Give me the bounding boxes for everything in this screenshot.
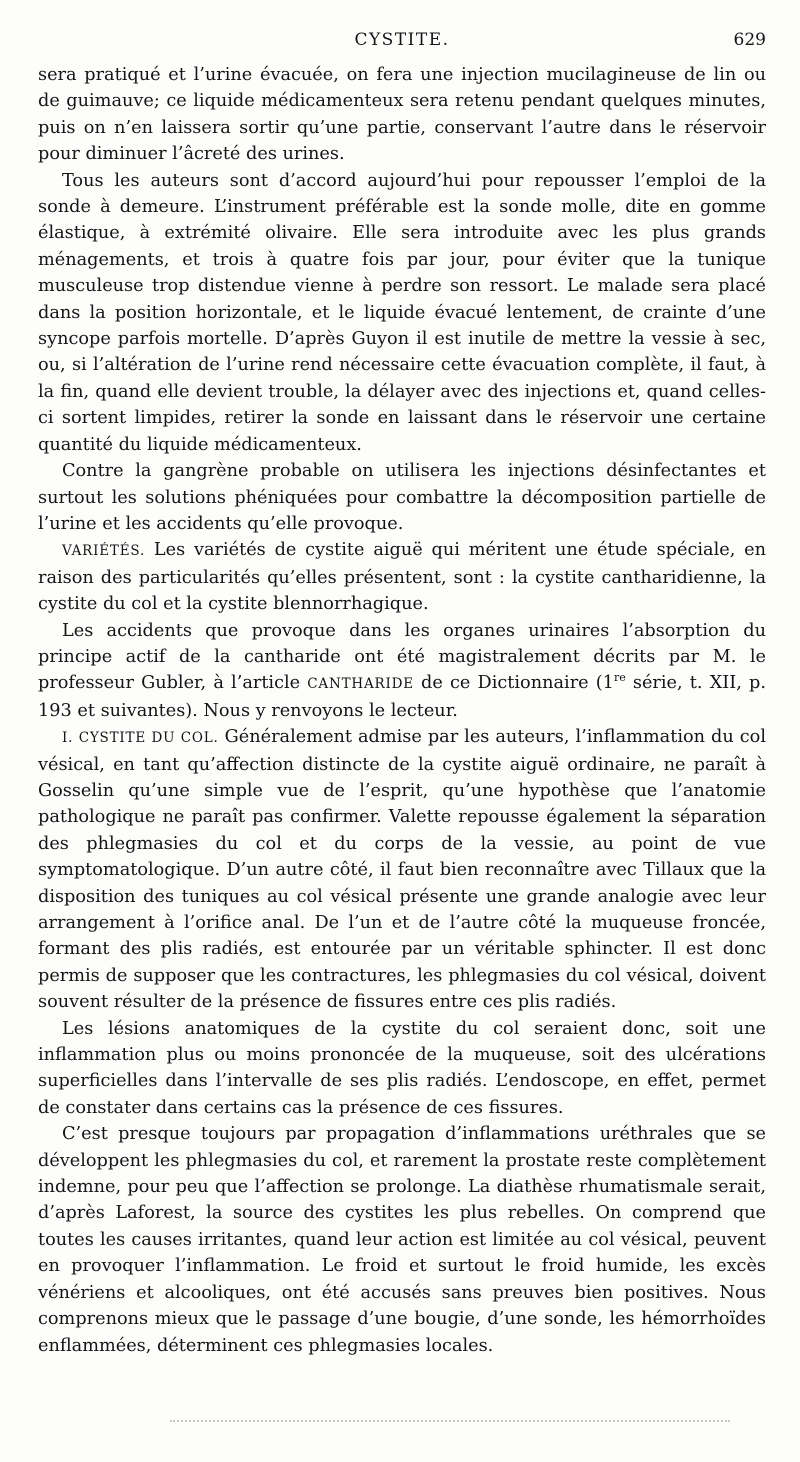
paragraph-cantharide [38,618,766,725]
section-lead: VARIÉTÉS. [62,543,146,560]
paragraph-text: Les accidents que provoque dans les organes urinaires l’absorption du principe actif de la cantharide ont été magistralement décrits par M. le professeur Gubler, à l’article [38,620,766,694]
paragraph-text: Les variétés de cystite aiguë qui méritent une étude spéciale, en raison des particularités qu’elles présentent, sont : la cystite cantharidienne, la cystite du col et la cystite blennorrhagique. [38,540,766,615]
paragraph-text: C’est presque toujours par propagation d’inflammations uréthrales que se développent les phlegmasies du col, et rarement la prostate reste complètement indemne, pour peu que l’affection se prolonge. La diathèse rhumatismale serait, d’après Laforest, la source des cystites les plus rebelles. On comprend que toutes les causes irritantes, quand leur action est limitée au col vésical, peuvent en provoquer l’inflammation. Le froid et surtout le froid humide, les excès vénériens et alcooliques, ont été accusés sans preuves bien positives. Nous comprenons mieux que le passage d’une bougie, d’une sonde, les hémorrhoïdes enflammées, déterminent ces phlegmasies locales. [38,1124,766,1356]
bleed-through-line [170,1420,730,1422]
paragraph-gangrene [38,458,766,537]
paragraph-text: de ce Dictionnaire (1 [413,673,614,694]
paragraph-lesions [38,1016,766,1122]
paragraph-varietes [38,537,766,617]
running-head [38,30,766,54]
section-lead: I. CYSTITE DU COL. [62,730,219,747]
paragraph-causes [38,1121,766,1359]
running-title: CYSTITE. [354,30,450,50]
cross-reference: CANTHARIDE [307,676,414,693]
paragraph-text: série, t. XII, p. 193 et suivantes). Nous y renvoyons le lecteur. [38,673,766,721]
paragraph-continuation [38,62,766,168]
paragraph-cystite-du-col [38,724,766,1015]
paragraph-text: Généralement admise par les auteurs, l’inflammation du col vésical, en tant qu’affection distincte de la cystite aiguë ordinaire, ne paraît à Gosselin qu’une simple vue de l’esprit, qu’une hypothèse que l’anatomie pathologique ne paraît pas confirmer. Valette repousse également la séparation des phlegmasies du col et du corps de la vessie, au point de vue symptomatologique. D’un autre côté, il faut bien reconnaître avec Tillaux que la disposition des tuniques au col vésical présente une grande analogie avec leur arrangement à l’orifice anal. De l’un et de l’autre côté la muqueuse froncée, formant des plis radiés, est entourée par un véritable sphincter. Il est donc permis de supposer que les contractures, les phlegmasies du col vésical, doivent souvent résulter de la présence de fissures entre ces plis radiés. [38,727,766,1013]
paragraph-sonde [38,168,766,458]
paragraph-text: Contre la gangrène probable on utilisera les injections désinfectantes et surtout les solutions phéniquées pour combattre la décomposition partielle de l’urine et les accidents qu’elle provoque. [38,461,766,534]
paragraph-text: sera pratiqué et l’urine évacuée, on fera une injection mucilagineuse de lin ou de guimauve; ce liquide médicamenteux sera retenu pendant quelques minutes, puis on n’en laissera sortir qu’une partie, conservant l’autre dans le réservoir pour diminuer l’âcreté des urines. [38,65,766,165]
body-text [38,62,766,1359]
superscript: re [613,671,626,685]
paragraph-text: Les lésions anatomiques de la cystite du col seraient donc, soit une inflammation plus ou moins prononcée de la muqueuse, soit des ulcérations superficielles dans l’intervalle de ses plis radiés. L’endoscope, en effet, permet de constater dans certains cas la présence de ces fissures. [38,1018,766,1118]
paragraph-text: Tous les auteurs sont d’accord aujourd’hui pour repousser l’emploi de la sonde à demeure. L’instrument préférable est la sonde molle, dite en gomme élastique, à extrémité olivaire. Elle sera introduite avec les plus grands ménagements, et trois à quatre fois par jour, pour éviter que la tunique musculeuse trop distendue vienne à perdre son ressort. Le malade sera placé dans la position horizontale, et le liquide évacué lentement, de crainte d’une syncope parfois mortelle. D’après Guyon il est inutile de mettre la vessie à sec, ou, si l’altération de l’urine rend nécessaire cette évacuation complète, il faut, à la fin, quand elle devient trouble, la délayer avec des injections et, quand celles-ci sortent limpides, retirer la sonde en laissant dans le réservoir une certaine quantité du liquide médicamenteux. [38,170,766,455]
page-number: 629 [733,30,766,50]
